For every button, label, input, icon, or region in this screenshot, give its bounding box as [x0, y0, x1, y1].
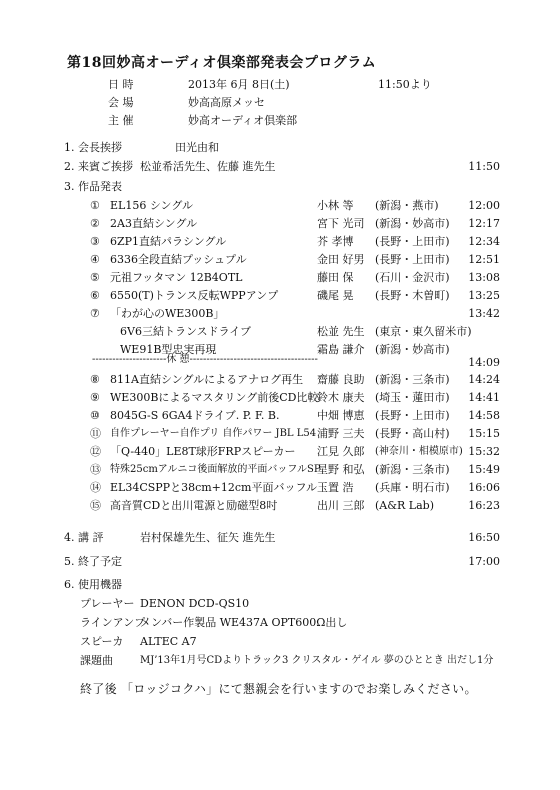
item-title: 「わが心のWE300B」	[110, 307, 225, 320]
equipment-label: ラインアンプ	[80, 616, 146, 629]
item-number: ⑦	[90, 307, 100, 320]
item-time: 12:17	[468, 217, 500, 230]
item-presenter: 鈴木 康夫	[317, 391, 365, 404]
equipment-value: MJ’13年1月号CDよりトラック3 クリスタル・ゲイル 夢のひととき 出だし1分	[140, 655, 494, 666]
item-title: EL34CSPPと38cm+12cm平面バッフル	[110, 481, 318, 494]
item-place: (長野・上田市)	[375, 409, 450, 422]
section-6-label: 6. 使用機器	[64, 578, 122, 591]
item-presenter: 藤田 保	[317, 271, 354, 284]
sub-item-place: (新潟・妙高市)	[375, 343, 450, 356]
section-2-time: 11:50	[468, 160, 500, 173]
item-time: 15:49	[468, 463, 500, 476]
section-1-name: 田光由和	[175, 141, 219, 154]
sub-item-presenter: 霜島 謙介	[317, 343, 365, 356]
venue-label: 会 場	[108, 96, 134, 109]
date-value: 2013年 6月 8日(土)	[188, 78, 290, 91]
item-number: ⑮	[90, 499, 101, 512]
item-time: 16:23	[468, 499, 500, 512]
section-4-time: 16:50	[468, 531, 500, 544]
item-presenter: 江見 久郎	[317, 445, 365, 458]
item-time: 16:06	[468, 481, 500, 494]
item-title: EL156 シングル	[110, 199, 194, 212]
item-title: 高音質CDと出川電源と励磁型8吋	[110, 499, 278, 512]
item-presenter: 浦野 三夫	[317, 427, 365, 440]
break-divider: ----------------------休 憩--------------------------------------	[92, 354, 318, 365]
equipment-value: ALTEC A7	[140, 635, 197, 648]
item-place: (兵庫・明石市)	[375, 481, 450, 494]
item-time: 12:00	[468, 199, 500, 212]
item-time: 14:58	[468, 409, 500, 422]
item-presenter: 宮下 光司	[317, 217, 365, 230]
section-5-time: 17:00	[468, 555, 500, 568]
item-title: 2A3直結シングル	[110, 217, 198, 230]
item-presenter: 齋藤 良助	[317, 373, 365, 386]
item-place: (新潟・燕市)	[375, 199, 439, 212]
start-time: 11:50より	[378, 78, 432, 91]
section-2-name: 松並希活先生、佐藤 進先生	[140, 160, 276, 173]
item-time: 13:25	[468, 289, 500, 302]
item-number: ⑪	[90, 427, 101, 440]
item-title: WE300Bによるマスタリング前後CD比較	[110, 391, 319, 404]
item-presenter: 小林 等	[317, 199, 354, 212]
item-presenter: 芥 孝博	[317, 235, 354, 248]
date-label: 日 時	[108, 78, 134, 91]
item-place: (石川・金沢市)	[375, 271, 450, 284]
item-number: ⑬	[90, 463, 101, 476]
item-place: (長野・高山村)	[375, 427, 450, 440]
item-title: 元祖フッタマン 12B4OTL	[110, 271, 243, 284]
item-number: ⑨	[90, 391, 100, 404]
item-title: 6550(T)トランス反転WPPアンプ	[110, 289, 279, 302]
item-number: ⑤	[90, 271, 100, 284]
page-title: 第18回妙高オーディオ倶楽部発表会プログラム	[67, 55, 377, 71]
section-1-label: 1. 会長挨拶	[64, 141, 122, 154]
item-time: 14:41	[468, 391, 500, 404]
item-title: 「Q-440」LE8T球形FRPスピーカー	[110, 445, 296, 458]
item-place: (新潟・三条市)	[375, 463, 450, 476]
equipment-label: プレーヤー	[80, 597, 135, 610]
item-place: (神奈川・相模原市)	[375, 446, 463, 457]
closing-note: 終了後 「ロッジコクハ」にて懇親会を行いますのでお楽しみください。	[80, 682, 477, 696]
item-place: (長野・上田市)	[375, 235, 450, 248]
item-place: (新潟・妙高市)	[375, 217, 450, 230]
item-title: 811A直結シングルによるアナログ再生	[110, 373, 304, 386]
item-place: (A&R Lab)	[375, 499, 435, 512]
item-number: ⑥	[90, 289, 100, 302]
item-number: ①	[90, 199, 100, 212]
item-title: 特殊25cmアルニコ後面解放的平面バッフルSP	[110, 464, 321, 475]
section-5-label: 5. 終了予定	[64, 555, 122, 568]
item-number: ②	[90, 217, 100, 230]
item-time: 13:42	[468, 307, 500, 320]
sub-item-presenter: 松並 先生	[317, 325, 365, 338]
section-3-label: 3. 作品発表	[64, 180, 122, 193]
item-number: ⑭	[90, 481, 101, 494]
item-number: ③	[90, 235, 100, 248]
item-presenter: 磯尾 晃	[317, 289, 354, 302]
sub-item-title: 6V6三結トランスドライブ	[120, 325, 251, 338]
equipment-value: DENON DCD-QS10	[140, 597, 250, 610]
equipment-label: スピーカ	[80, 635, 124, 648]
item-number: ⑩	[90, 409, 100, 422]
item-time: 15:32	[468, 445, 500, 458]
item-place: (長野・上田市)	[375, 253, 450, 266]
item-title: 6336全段直結プッシュプル	[110, 253, 247, 266]
item-place: (埼玉・蓮田市)	[375, 391, 450, 404]
item-title: 8045G-S 6GA4ドライブ. P. F. B.	[110, 409, 280, 422]
sub-item-place: (東京・東久留米市)	[375, 325, 472, 338]
item-place: (新潟・三条市)	[375, 373, 450, 386]
item-number: ⑫	[90, 445, 101, 458]
item-time: 12:51	[468, 253, 500, 266]
item-time: 15:15	[468, 427, 500, 440]
item-presenter: 金田 好男	[317, 253, 365, 266]
item-time: 14:24	[468, 373, 500, 386]
item-number: ④	[90, 253, 100, 266]
section-2-label: 2. 来賓ご挨拶	[64, 160, 133, 173]
item-presenter: 中畑 博恵	[317, 409, 365, 422]
section-4-label: 4. 講 評	[64, 531, 104, 544]
equipment-value: メンバー作製品 WE437A OPT600Ω出し	[140, 616, 348, 629]
sub-item-title: WE91B型忠実再現	[120, 343, 217, 356]
host-value: 妙高オーディオ倶楽部	[188, 114, 298, 127]
section-4-name: 岩村保雄先生、征矢 進先生	[140, 531, 276, 544]
break-time: 14:09	[468, 356, 500, 369]
item-place: (長野・木曽町)	[375, 289, 450, 302]
item-time: 12:34	[468, 235, 500, 248]
equipment-label: 課題曲	[80, 654, 113, 667]
item-time: 13:08	[468, 271, 500, 284]
item-number: ⑧	[90, 373, 100, 386]
item-title: 自作プレーヤー自作プリ 自作パワー JBL L54	[110, 428, 317, 439]
item-presenter: 出川 三郎	[317, 499, 365, 512]
item-title: 6ZP1直結パラシングル	[110, 235, 227, 248]
item-presenter: 星野 和弘	[317, 463, 365, 476]
venue-value: 妙高高原メッセ	[188, 96, 265, 109]
item-presenter: 玉置 浩	[317, 481, 354, 494]
host-label: 主 催	[108, 114, 134, 127]
